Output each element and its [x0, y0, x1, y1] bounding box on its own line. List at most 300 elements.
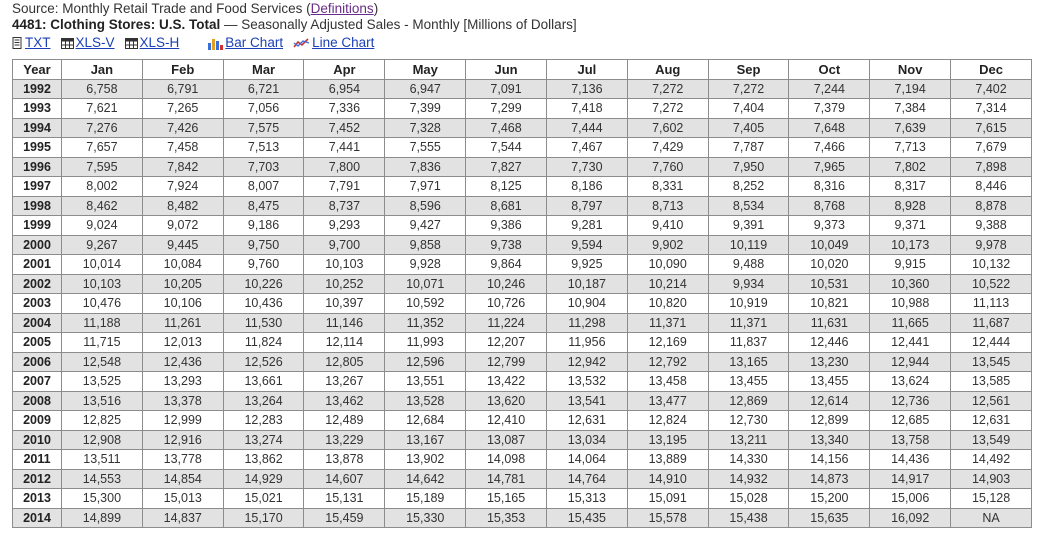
value-cell: 7,091 — [466, 79, 547, 99]
year-cell: 2002 — [13, 274, 62, 294]
value-cell: 7,328 — [385, 118, 466, 138]
value-cell: 7,468 — [466, 118, 547, 138]
table-row — [13, 294, 1032, 314]
table-row — [13, 255, 1032, 275]
value-cell: 12,436 — [142, 352, 223, 372]
value-cell: 11,956 — [546, 333, 627, 353]
year-cell: 1992 — [13, 79, 62, 99]
value-cell: 7,657 — [62, 138, 143, 158]
value-cell: 7,404 — [708, 99, 789, 119]
value-cell: 9,760 — [223, 255, 304, 275]
value-cell: 9,281 — [546, 216, 627, 236]
value-cell: 10,360 — [870, 274, 951, 294]
value-cell: 12,410 — [466, 411, 547, 431]
value-cell: 14,854 — [142, 469, 223, 489]
table-row — [13, 79, 1032, 99]
value-cell: 12,899 — [789, 411, 870, 431]
value-cell: 7,336 — [304, 99, 385, 119]
value-cell: 13,455 — [708, 372, 789, 392]
value-cell: 8,797 — [546, 196, 627, 216]
value-cell: 10,106 — [142, 294, 223, 314]
value-cell: 10,049 — [789, 235, 870, 255]
year-cell: 2005 — [13, 333, 62, 353]
year-cell: 2012 — [13, 469, 62, 489]
xls-h-link[interactable] — [125, 35, 180, 51]
value-cell: 8,331 — [627, 177, 708, 197]
value-cell: 11,371 — [627, 313, 708, 333]
year-cell: 2001 — [13, 255, 62, 275]
column-header-aug: Aug — [627, 60, 708, 80]
bar-chart-icon — [207, 37, 223, 50]
value-cell: 11,352 — [385, 313, 466, 333]
value-cell: 7,379 — [789, 99, 870, 119]
value-cell: 14,837 — [142, 508, 223, 528]
value-cell: 10,522 — [951, 274, 1032, 294]
value-cell: 7,441 — [304, 138, 385, 158]
year-cell: 2009 — [13, 411, 62, 431]
value-cell: 7,648 — [789, 118, 870, 138]
value-cell: 14,156 — [789, 450, 870, 470]
value-cell: 7,595 — [62, 157, 143, 177]
column-header-oct: Oct — [789, 60, 870, 80]
value-cell: 12,596 — [385, 352, 466, 372]
value-cell: 11,687 — [951, 313, 1032, 333]
value-cell: 6,791 — [142, 79, 223, 99]
value-cell: 12,684 — [385, 411, 466, 431]
value-cell: 13,455 — [789, 372, 870, 392]
year-cell: 1994 — [13, 118, 62, 138]
value-cell: 11,146 — [304, 313, 385, 333]
value-cell: 15,128 — [951, 489, 1032, 509]
value-cell: 10,397 — [304, 294, 385, 314]
value-cell: 11,113 — [951, 294, 1032, 314]
year-cell: 2011 — [13, 450, 62, 470]
value-cell: 15,189 — [385, 489, 466, 509]
value-cell: 8,681 — [466, 196, 547, 216]
value-cell: 14,330 — [708, 450, 789, 470]
value-cell: 8,737 — [304, 196, 385, 216]
value-cell: 6,721 — [223, 79, 304, 99]
value-cell: 9,925 — [546, 255, 627, 275]
year-cell: 2007 — [13, 372, 62, 392]
txt-link-label: TXT — [25, 35, 51, 50]
value-cell: 8,316 — [789, 177, 870, 197]
value-cell: 10,214 — [627, 274, 708, 294]
value-cell: 15,300 — [62, 489, 143, 509]
value-cell: 12,614 — [789, 391, 870, 411]
value-cell: 8,482 — [142, 196, 223, 216]
value-cell: 7,272 — [627, 79, 708, 99]
value-cell: 12,999 — [142, 411, 223, 431]
value-cell: 10,592 — [385, 294, 466, 314]
value-cell: 14,064 — [546, 450, 627, 470]
value-cell: 8,462 — [62, 196, 143, 216]
value-cell: 7,679 — [951, 138, 1032, 158]
column-header-jun: Jun — [466, 60, 547, 80]
value-cell: 15,635 — [789, 508, 870, 528]
value-cell: 12,825 — [62, 411, 143, 431]
value-cell: 13,087 — [466, 430, 547, 450]
column-header-feb: Feb — [142, 60, 223, 80]
value-cell: 13,274 — [223, 430, 304, 450]
value-cell: 7,418 — [546, 99, 627, 119]
value-cell: 7,787 — [708, 138, 789, 158]
value-cell: 9,371 — [870, 216, 951, 236]
value-cell: 12,207 — [466, 333, 547, 353]
value-cell: 10,103 — [304, 255, 385, 275]
value-cell: 10,132 — [951, 255, 1032, 275]
table-row — [13, 118, 1032, 138]
value-cell: 7,730 — [546, 157, 627, 177]
value-cell: 10,226 — [223, 274, 304, 294]
value-cell: 9,750 — [223, 235, 304, 255]
value-cell: 9,978 — [951, 235, 1032, 255]
value-cell: 12,561 — [951, 391, 1032, 411]
value-cell: 7,314 — [951, 99, 1032, 119]
value-cell: 12,114 — [304, 333, 385, 353]
table-row — [13, 99, 1032, 119]
definitions-link[interactable]: Definitions — [310, 1, 374, 16]
value-cell: 10,476 — [62, 294, 143, 314]
value-cell: 8,534 — [708, 196, 789, 216]
value-cell: 8,186 — [546, 177, 627, 197]
value-cell: 9,427 — [385, 216, 466, 236]
value-cell: 13,165 — [708, 352, 789, 372]
value-cell: 13,549 — [951, 430, 1032, 450]
value-cell: 10,820 — [627, 294, 708, 314]
table-row — [13, 469, 1032, 489]
value-cell: 9,388 — [951, 216, 1032, 236]
value-cell: 14,764 — [546, 469, 627, 489]
value-cell: 15,353 — [466, 508, 547, 528]
table-row — [13, 138, 1032, 158]
value-cell: 11,298 — [546, 313, 627, 333]
column-header-apr: Apr — [304, 60, 385, 80]
value-cell: 9,445 — [142, 235, 223, 255]
value-cell: 7,194 — [870, 79, 951, 99]
value-cell: 7,800 — [304, 157, 385, 177]
value-cell: 15,330 — [385, 508, 466, 528]
value-cell: 13,862 — [223, 450, 304, 470]
value-cell: 10,919 — [708, 294, 789, 314]
value-cell: 12,446 — [789, 333, 870, 353]
value-cell: 15,131 — [304, 489, 385, 509]
year-cell: 2000 — [13, 235, 62, 255]
value-cell: 7,544 — [466, 138, 547, 158]
value-cell: 8,928 — [870, 196, 951, 216]
value-cell: 7,827 — [466, 157, 547, 177]
value-cell: 13,477 — [627, 391, 708, 411]
table-row — [13, 313, 1032, 333]
value-cell: 14,607 — [304, 469, 385, 489]
table-row — [13, 430, 1032, 450]
value-cell: 9,594 — [546, 235, 627, 255]
value-cell: 15,013 — [142, 489, 223, 509]
value-cell: 15,313 — [546, 489, 627, 509]
value-cell: 7,639 — [870, 118, 951, 138]
value-cell: 12,824 — [627, 411, 708, 431]
value-cell: 15,021 — [223, 489, 304, 509]
value-cell: 9,386 — [466, 216, 547, 236]
year-cell: 1995 — [13, 138, 62, 158]
value-cell: 12,489 — [304, 411, 385, 431]
year-cell: 2008 — [13, 391, 62, 411]
value-cell: 15,165 — [466, 489, 547, 509]
value-cell: 13,195 — [627, 430, 708, 450]
value-cell: 9,373 — [789, 216, 870, 236]
value-cell: 12,792 — [627, 352, 708, 372]
spreadsheet-icon — [61, 38, 74, 49]
table-row — [13, 489, 1032, 509]
value-cell: 11,824 — [223, 333, 304, 353]
line-chart-link[interactable] — [293, 35, 374, 51]
value-cell: 12,631 — [546, 411, 627, 431]
year-cell: 2013 — [13, 489, 62, 509]
value-cell: 13,661 — [223, 372, 304, 392]
year-cell: 1993 — [13, 99, 62, 119]
value-cell: 14,436 — [870, 450, 951, 470]
value-cell: 6,954 — [304, 79, 385, 99]
value-cell: 10,020 — [789, 255, 870, 275]
value-cell: 9,934 — [708, 274, 789, 294]
value-cell: 7,299 — [466, 99, 547, 119]
value-cell: 10,904 — [546, 294, 627, 314]
value-cell: 10,436 — [223, 294, 304, 314]
column-header-sep: Sep — [708, 60, 789, 80]
year-cell: 1997 — [13, 177, 62, 197]
value-cell: 7,402 — [951, 79, 1032, 99]
value-cell: 14,910 — [627, 469, 708, 489]
value-cell: 13,889 — [627, 450, 708, 470]
value-cell: 10,821 — [789, 294, 870, 314]
year-cell: 2006 — [13, 352, 62, 372]
table-row — [13, 352, 1032, 372]
value-cell: 10,205 — [142, 274, 223, 294]
value-cell: 14,929 — [223, 469, 304, 489]
value-cell: 13,585 — [951, 372, 1032, 392]
value-cell: 9,700 — [304, 235, 385, 255]
value-cell: 11,631 — [789, 313, 870, 333]
value-cell: 11,715 — [62, 333, 143, 353]
table-row — [13, 177, 1032, 197]
column-header-jan: Jan — [62, 60, 143, 80]
value-cell: 12,283 — [223, 411, 304, 431]
value-cell: 8,252 — [708, 177, 789, 197]
table-row — [13, 450, 1032, 470]
series-title: 4481: Clothing Stores: U.S. Total — [12, 17, 221, 32]
value-cell: 12,631 — [951, 411, 1032, 431]
download-links — [12, 34, 1040, 52]
value-cell: 7,458 — [142, 138, 223, 158]
table-header-row — [13, 60, 1032, 80]
value-cell: 7,802 — [870, 157, 951, 177]
value-cell: 15,438 — [708, 508, 789, 528]
value-cell: 8,475 — [223, 196, 304, 216]
txt-link[interactable] — [12, 35, 51, 51]
value-cell: 13,458 — [627, 372, 708, 392]
value-cell: 13,778 — [142, 450, 223, 470]
value-cell: 14,917 — [870, 469, 951, 489]
page-title — [12, 17, 1040, 33]
value-cell: 7,384 — [870, 99, 951, 119]
value-cell: 7,452 — [304, 118, 385, 138]
value-cell: 7,615 — [951, 118, 1032, 138]
value-cell: 13,267 — [304, 372, 385, 392]
value-cell: 13,902 — [385, 450, 466, 470]
value-cell: 13,541 — [546, 391, 627, 411]
value-cell: 13,511 — [62, 450, 143, 470]
value-cell: 13,378 — [142, 391, 223, 411]
column-header-dec: Dec — [951, 60, 1032, 80]
value-cell: 15,091 — [627, 489, 708, 509]
value-cell: 13,034 — [546, 430, 627, 450]
value-cell: 7,760 — [627, 157, 708, 177]
value-cell: 8,317 — [870, 177, 951, 197]
value-cell: 10,090 — [627, 255, 708, 275]
value-cell: 12,685 — [870, 411, 951, 431]
value-cell: 10,988 — [870, 294, 951, 314]
value-cell: 13,264 — [223, 391, 304, 411]
value-cell: 13,293 — [142, 372, 223, 392]
value-cell: 7,555 — [385, 138, 466, 158]
bar-chart-link-label: Bar Chart — [225, 35, 284, 50]
source-prefix: Source: Monthly Retail Trade and Food Services ( — [12, 1, 311, 16]
value-cell: 15,200 — [789, 489, 870, 509]
value-cell: 12,441 — [870, 333, 951, 353]
value-cell: 7,444 — [546, 118, 627, 138]
value-cell: 12,013 — [142, 333, 223, 353]
value-cell: 8,713 — [627, 196, 708, 216]
value-cell: 15,028 — [708, 489, 789, 509]
value-cell: 8,446 — [951, 177, 1032, 197]
value-cell: 7,924 — [142, 177, 223, 197]
value-cell: 10,187 — [546, 274, 627, 294]
year-cell: 2003 — [13, 294, 62, 314]
value-cell: NA — [951, 508, 1032, 528]
value-cell: 12,730 — [708, 411, 789, 431]
source-suffix: ) — [373, 1, 379, 16]
value-cell: 12,548 — [62, 352, 143, 372]
value-cell: 7,272 — [627, 99, 708, 119]
value-cell: 7,136 — [546, 79, 627, 99]
value-cell: 8,007 — [223, 177, 304, 197]
value-cell: 9,902 — [627, 235, 708, 255]
line-chart-link-label: Line Chart — [312, 35, 375, 50]
column-header-may: May — [385, 60, 466, 80]
value-cell: 7,056 — [223, 99, 304, 119]
bar-chart-link[interactable] — [207, 35, 283, 51]
value-cell: 12,444 — [951, 333, 1032, 353]
value-cell: 13,551 — [385, 372, 466, 392]
value-cell: 9,267 — [62, 235, 143, 255]
value-cell: 14,781 — [466, 469, 547, 489]
value-cell: 12,869 — [708, 391, 789, 411]
value-cell: 10,119 — [708, 235, 789, 255]
xls-h-link-label: XLS-H — [139, 35, 180, 50]
value-cell: 7,276 — [62, 118, 143, 138]
value-cell: 13,878 — [304, 450, 385, 470]
value-cell: 12,526 — [223, 352, 304, 372]
value-cell: 7,836 — [385, 157, 466, 177]
value-cell: 15,006 — [870, 489, 951, 509]
value-cell: 11,261 — [142, 313, 223, 333]
value-cell: 7,405 — [708, 118, 789, 138]
value-cell: 7,621 — [62, 99, 143, 119]
column-header-nov: Nov — [870, 60, 951, 80]
column-header-mar: Mar — [223, 60, 304, 80]
value-cell: 7,602 — [627, 118, 708, 138]
value-cell: 13,167 — [385, 430, 466, 450]
value-cell: 13,422 — [466, 372, 547, 392]
value-cell: 9,391 — [708, 216, 789, 236]
value-cell: 14,098 — [466, 450, 547, 470]
value-cell: 8,002 — [62, 177, 143, 197]
table-row — [13, 333, 1032, 353]
source-line — [12, 1, 1040, 17]
value-cell: 12,799 — [466, 352, 547, 372]
value-cell: 9,915 — [870, 255, 951, 275]
value-cell: 7,272 — [708, 79, 789, 99]
value-cell: 10,084 — [142, 255, 223, 275]
value-cell: 14,899 — [62, 508, 143, 528]
value-cell: 8,125 — [466, 177, 547, 197]
value-cell: 11,837 — [708, 333, 789, 353]
value-cell: 9,488 — [708, 255, 789, 275]
value-cell: 7,513 — [223, 138, 304, 158]
value-cell: 9,024 — [62, 216, 143, 236]
value-cell: 8,596 — [385, 196, 466, 216]
value-cell: 7,703 — [223, 157, 304, 177]
value-cell: 7,791 — [304, 177, 385, 197]
value-cell: 6,947 — [385, 79, 466, 99]
value-cell: 11,993 — [385, 333, 466, 353]
value-cell: 15,459 — [304, 508, 385, 528]
year-cell: 2014 — [13, 508, 62, 528]
value-cell: 15,435 — [546, 508, 627, 528]
value-cell: 9,864 — [466, 255, 547, 275]
value-cell: 15,578 — [627, 508, 708, 528]
value-cell: 11,665 — [870, 313, 951, 333]
line-chart-icon — [293, 37, 310, 49]
year-cell: 1999 — [13, 216, 62, 236]
value-cell: 7,244 — [789, 79, 870, 99]
value-cell: 13,230 — [789, 352, 870, 372]
value-cell: 8,878 — [951, 196, 1032, 216]
value-cell: 11,371 — [708, 313, 789, 333]
value-cell: 13,340 — [789, 430, 870, 450]
value-cell: 14,903 — [951, 469, 1032, 489]
table-row — [13, 391, 1032, 411]
value-cell: 16,092 — [870, 508, 951, 528]
value-cell: 13,624 — [870, 372, 951, 392]
value-cell: 12,736 — [870, 391, 951, 411]
series-subtitle: — Seasonally Adjusted Sales - Monthly [Millions of Dollars] — [220, 17, 577, 32]
value-cell: 6,758 — [62, 79, 143, 99]
table-row — [13, 157, 1032, 177]
column-header-jul: Jul — [546, 60, 627, 80]
value-cell: 14,642 — [385, 469, 466, 489]
value-cell: 14,553 — [62, 469, 143, 489]
value-cell: 7,265 — [142, 99, 223, 119]
table-row — [13, 411, 1032, 431]
value-cell: 13,532 — [546, 372, 627, 392]
sales-table — [12, 59, 1032, 528]
xls-v-link[interactable] — [61, 35, 115, 51]
value-cell: 12,908 — [62, 430, 143, 450]
value-cell: 9,293 — [304, 216, 385, 236]
table-row — [13, 235, 1032, 255]
value-cell: 7,965 — [789, 157, 870, 177]
